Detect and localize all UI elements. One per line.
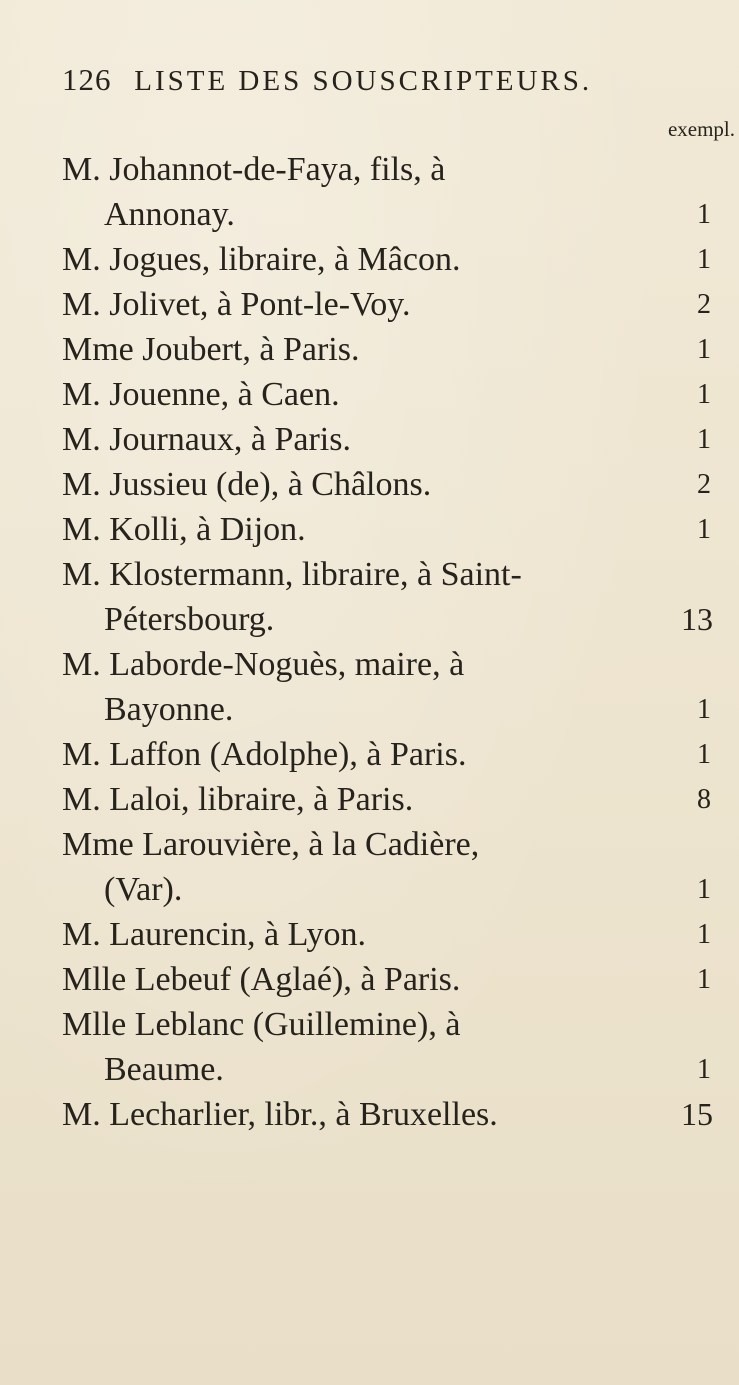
page-header (62, 62, 592, 98)
subscriber-entry (0, 957, 739, 1002)
subscriber-entry (0, 822, 739, 912)
subscriber-entry (0, 552, 739, 642)
copies-count: 2 (697, 289, 711, 320)
copies-count: 1 (697, 694, 711, 725)
subscriber-entry (0, 462, 739, 507)
copies-count: 1 (697, 379, 711, 410)
subscriber-entry (0, 777, 739, 822)
copies-count: 1 (697, 919, 711, 950)
subscriber-text: M. Lecharlier, libr., à Bruxelles. (62, 1096, 498, 1133)
page-number: 126 (62, 62, 112, 97)
copies-count: 8 (697, 784, 711, 815)
subscriber-entry (0, 327, 739, 372)
copies-count: 1 (697, 244, 711, 275)
entry-line (0, 642, 739, 687)
subscriber-text: (Var). (104, 871, 183, 908)
entry-line (0, 327, 739, 372)
copies-count: 1 (697, 739, 711, 770)
subscriber-text: Mlle Leblanc (Guillemine), à (62, 1006, 461, 1043)
subscriber-text: M. Jolivet, à Pont-le-Voy. (62, 286, 411, 323)
subscriber-entry (0, 372, 739, 417)
entry-continuation-line (0, 597, 739, 642)
entry-continuation-line (0, 1047, 739, 1092)
subscriber-text: M. Laurencin, à Lyon. (62, 916, 367, 953)
copies-count: 1 (697, 1054, 711, 1085)
copies-count: 1 (697, 199, 711, 230)
running-title: LISTE DES SOUSCRIPTEURS. (134, 65, 593, 97)
subscriber-text: M. Klostermann, libraire, à Saint- (62, 556, 522, 593)
entry-line (0, 732, 739, 777)
entry-line (0, 237, 739, 282)
entry-continuation-line (0, 867, 739, 912)
entry-line (0, 282, 739, 327)
subscriber-text: Bayonne. (104, 691, 234, 728)
subscriber-entry (0, 417, 739, 462)
subscriber-entry (0, 147, 739, 237)
entry-line (0, 552, 739, 597)
entry-continuation-line (0, 192, 739, 237)
entry-line (0, 957, 739, 1002)
entry-line (0, 1002, 739, 1047)
entry-line (0, 1092, 739, 1137)
entry-line (0, 777, 739, 822)
subscriber-entry (0, 1002, 739, 1092)
quantity-column-header: exempl. (667, 117, 735, 141)
subscriber-entry (0, 732, 739, 777)
subscriber-text: Pétersbourg. (104, 601, 275, 638)
entry-line (0, 372, 739, 417)
subscriber-entry (0, 282, 739, 327)
subscriber-text: Mme Larouvière, à la Cadière, (62, 826, 480, 863)
subscriber-text: Mlle Lebeuf (Aglaé), à Paris. (62, 961, 461, 998)
copies-count: 15 (681, 1096, 713, 1132)
entry-line (0, 507, 739, 552)
subscriber-list (0, 147, 739, 1137)
copies-count: 1 (697, 874, 711, 905)
subscriber-text: M. Johannot-de-Faya, fils, à (62, 151, 446, 188)
entry-continuation-line (0, 687, 739, 732)
subscriber-text: M. Kolli, à Dijon. (62, 511, 306, 548)
subscriber-text: M. Jussieu (de), à Châlons. (62, 466, 432, 503)
subscriber-text: M. Laloi, libraire, à Paris. (62, 781, 414, 818)
subscriber-text: Annonay. (104, 196, 235, 233)
copies-count: 2 (697, 469, 711, 500)
subscriber-text: M. Laborde-Noguès, maire, à (62, 646, 465, 683)
copies-count: 1 (697, 424, 711, 455)
subscriber-text: M. Jouenne, à Caen. (62, 376, 340, 413)
entry-line (0, 822, 739, 867)
entry-line (0, 417, 739, 462)
copies-count: 1 (697, 334, 711, 365)
subscriber-entry (0, 237, 739, 282)
subscriber-entry (0, 642, 739, 732)
subscriber-text: M. Journaux, à Paris. (62, 421, 351, 458)
entry-line (0, 462, 739, 507)
subscriber-entry (0, 912, 739, 957)
subscriber-entry (0, 507, 739, 552)
entry-line (0, 912, 739, 957)
subscriber-text: Beaume. (104, 1051, 224, 1088)
copies-count: 13 (681, 601, 713, 637)
subscriber-text: Mme Joubert, à Paris. (62, 331, 360, 368)
subscriber-entry (0, 1092, 739, 1137)
copies-count: 1 (697, 964, 711, 995)
subscriber-text: M. Laffon (Adolphe), à Paris. (62, 736, 467, 773)
copies-count: 1 (697, 514, 711, 545)
subscriber-text: M. Jogues, libraire, à Mâcon. (62, 241, 461, 278)
entry-line (0, 147, 739, 192)
